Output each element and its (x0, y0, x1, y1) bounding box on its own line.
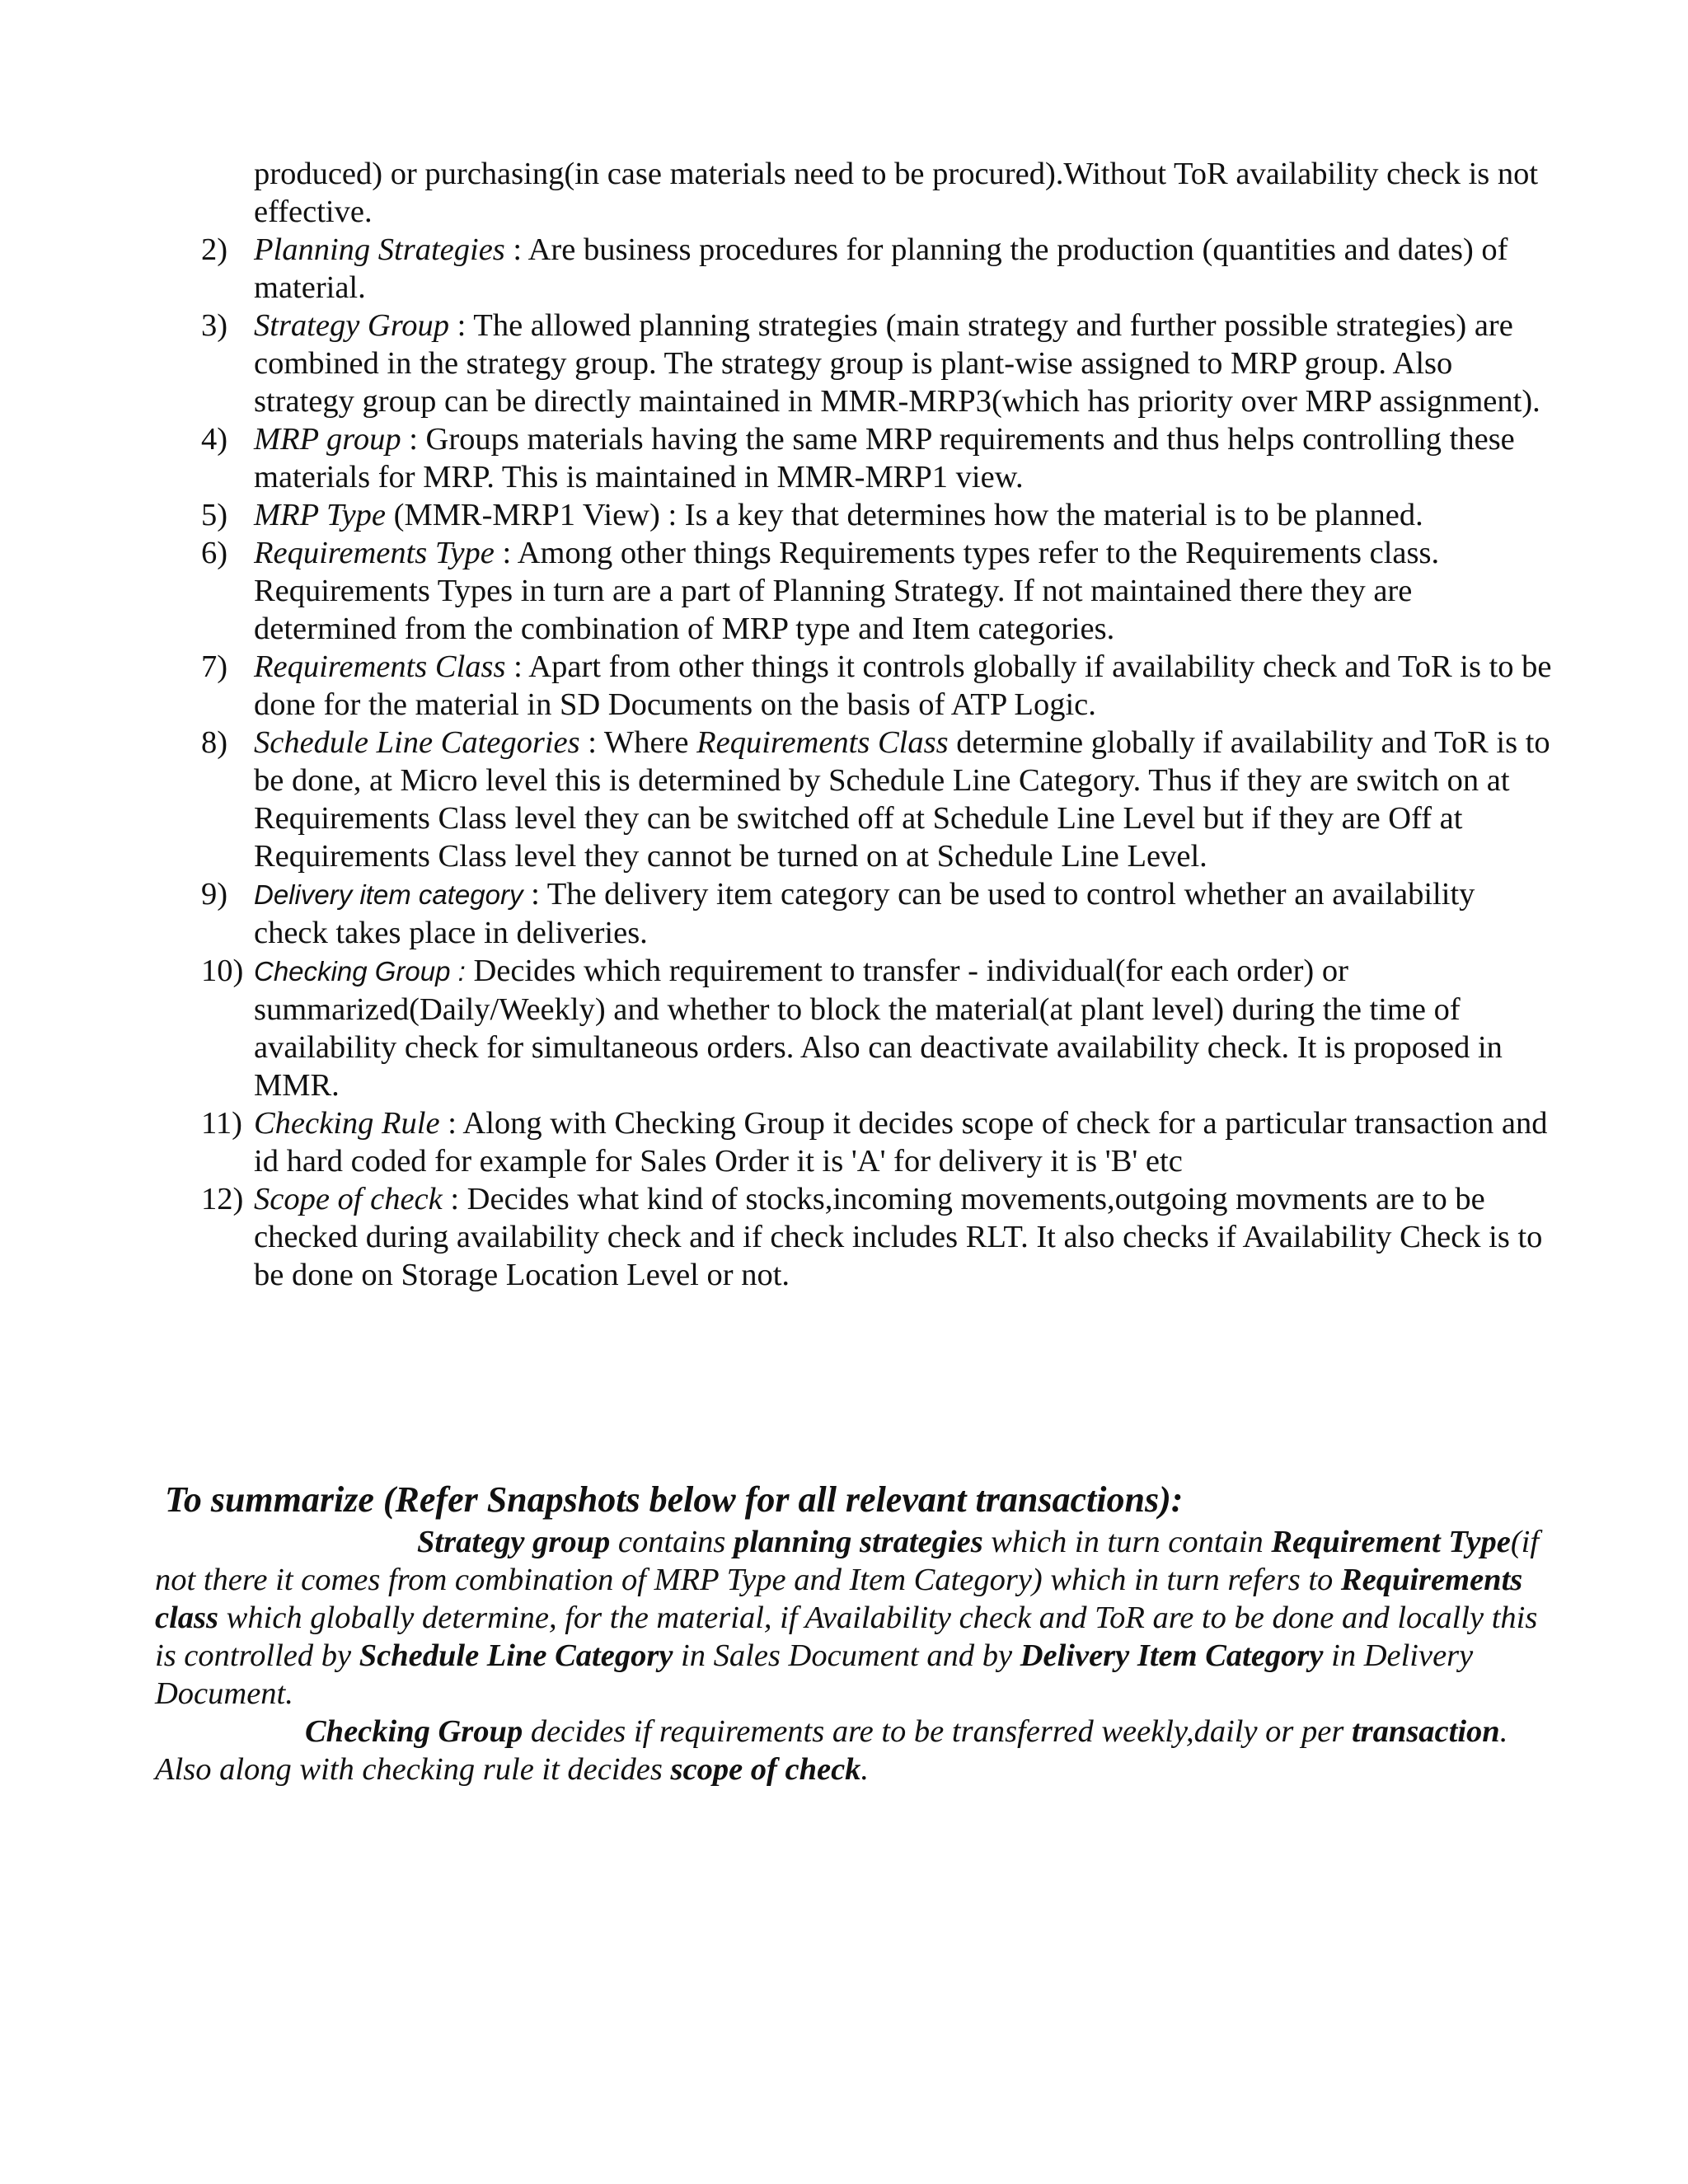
list-item-mrp-group (201, 420, 1553, 496)
item-term: Delivery item category (254, 879, 523, 910)
item-number: 7) (201, 649, 228, 684)
summary-bold: Strategy group (417, 1525, 611, 1559)
item-text: : Apart from other things it controls globally if availability check and ToR is to be done for the material in SD Documents on the basis of ATP Logic. (254, 649, 1552, 722)
list-item-strategy-group (201, 307, 1553, 420)
summary-bold: Requirement Type (1271, 1525, 1511, 1559)
item-number: 3) (201, 308, 228, 343)
summary-bold: Schedule Line Category (359, 1638, 673, 1673)
list-item-delivery-item-category (201, 875, 1553, 952)
item-text: : Along with Checking Group it decides scope of check for a particular transaction and id hard coded for example for Sales Order it is 'A' for delivery it is 'B' etc (254, 1106, 1548, 1179)
item-term-secondary: Requirements Class (696, 725, 949, 760)
item-number: 6) (201, 536, 228, 570)
list-item-planning-strategies (201, 231, 1553, 307)
summary-text: contains (610, 1525, 734, 1559)
item-term: MRP group (254, 422, 401, 457)
list-item-requirements-type (201, 534, 1553, 648)
item-term: MRP Type (254, 498, 387, 532)
summary-text: (if not there it comes from combination of MRP Type and Item Category) which in turn refers to (155, 1525, 1540, 1597)
item-term: Scope of check (254, 1182, 443, 1216)
item-text: : The delivery item category can be used to control whether an availability check takes place in deliveries. (254, 877, 1475, 950)
summary-text: which globally determine, for the material, if Availability check and ToR are to be done and locally this is controlled by (155, 1601, 1538, 1673)
list-item-mrp-type (201, 496, 1553, 534)
definitions-list (201, 231, 1553, 1294)
summary-section (155, 1523, 1556, 1788)
item-text-continued: determine globally if availability and ToR is to be done, at Micro level this is determined by Schedule Line Category. Thus if they are switch on at Requirements Class level they can be switched off at Schedule Line Level but if they are Off at Requirements Class level they cannot be turned on at Schedule Line Level. (254, 725, 1550, 874)
summary-text: which in turn contain (982, 1525, 1272, 1559)
summary-paragraph-1 (155, 1523, 1556, 1713)
item-text: (MMR-MRP1 View) : Is a key that determines how the material is to be planned. (386, 498, 1423, 532)
list-item-checking-group (201, 952, 1553, 1104)
item-term: Strategy Group (254, 308, 450, 343)
item-text: : Where (579, 725, 697, 760)
item-text: : The allowed planning strategies (main strategy and further possible strategies) are combined in the strategy group. The strategy group is plant-wise assigned to MRP group. Also strategy group can be directly maintained in MMR-MRP3(which has priority over MRP assignment). (254, 308, 1540, 419)
summary-text: . Also along with checking rule it decides (155, 1714, 1508, 1787)
item-text: : Decides what kind of stocks,incoming movements,outgoing movments are to be checked during availability check and if check includes RLT. It also checks if Availability Check is to be done on Storage Location Level or not. (254, 1182, 1543, 1292)
item-number: 11) (201, 1106, 242, 1141)
summary-text: in Sales Document and by (673, 1638, 1020, 1673)
summary-paragraph-2 (155, 1713, 1556, 1788)
item-number: 2) (201, 232, 228, 267)
item-text: : Groups materials having the same MRP requirements and thus helps controlling these materials for MRP. This is maintained in MMR-MRP1 view. (254, 422, 1515, 494)
item-number: 5) (201, 498, 228, 532)
list-item-schedule-line-categories (201, 724, 1553, 875)
item-number: 10) (201, 954, 244, 988)
item-number: 4) (201, 422, 228, 457)
list-item-requirements-class (201, 648, 1553, 724)
summary-bold: scope of check (670, 1752, 861, 1787)
summary-bold: transaction (1351, 1714, 1500, 1749)
item-number: 12) (201, 1182, 244, 1216)
item-term: Requirements Class (254, 649, 506, 684)
summary-heading: To summarize (Refer Snapshots below for all relevant transactions): (165, 1479, 1184, 1520)
list-item-scope-of-check (201, 1180, 1553, 1294)
item-text: : Are business procedures for planning the production (quantities and dates) of material. (254, 232, 1508, 305)
list-item-checking-rule (201, 1104, 1553, 1180)
intro-paragraph: produced) or purchasing(in case materials need to be procured).Without ToR availability check is not effective. (254, 157, 1539, 229)
item-text: Decides which requirement to transfer - individual(for each order) or summarized(Daily/Weekly) and whether to block the material(at plant level) during the time of availability check for simultaneous orders. Also can deactivate availability check. It is proposed in MMR. (254, 954, 1503, 1103)
summary-text: in Delivery Document. (155, 1638, 1474, 1711)
item-term: Planning Strategies (254, 232, 505, 267)
item-text: : Among other things Requirements types refer to the Requirements class. Requirements Types in turn are a part of Planning Strategy. If not maintained there they are determined from the combination of MRP type and Item categories. (254, 536, 1440, 646)
summary-text: decides if requirements are to be transferred weekly,daily or per (523, 1714, 1352, 1749)
summary-bold: Requirements class (155, 1563, 1523, 1635)
item-term: Requirements Type (254, 536, 495, 570)
summary-bold: Checking Group (305, 1714, 523, 1749)
item-number: 9) (201, 877, 228, 912)
item-term: Checking Group : (254, 956, 466, 987)
item-term: Checking Rule (254, 1106, 440, 1141)
summary-bold: Delivery Item Category (1020, 1638, 1324, 1673)
summary-text: . (860, 1752, 870, 1787)
item-term: Schedule Line Categories (254, 725, 580, 760)
item-number: 8) (201, 725, 228, 760)
summary-bold: planning strategies (733, 1525, 983, 1559)
